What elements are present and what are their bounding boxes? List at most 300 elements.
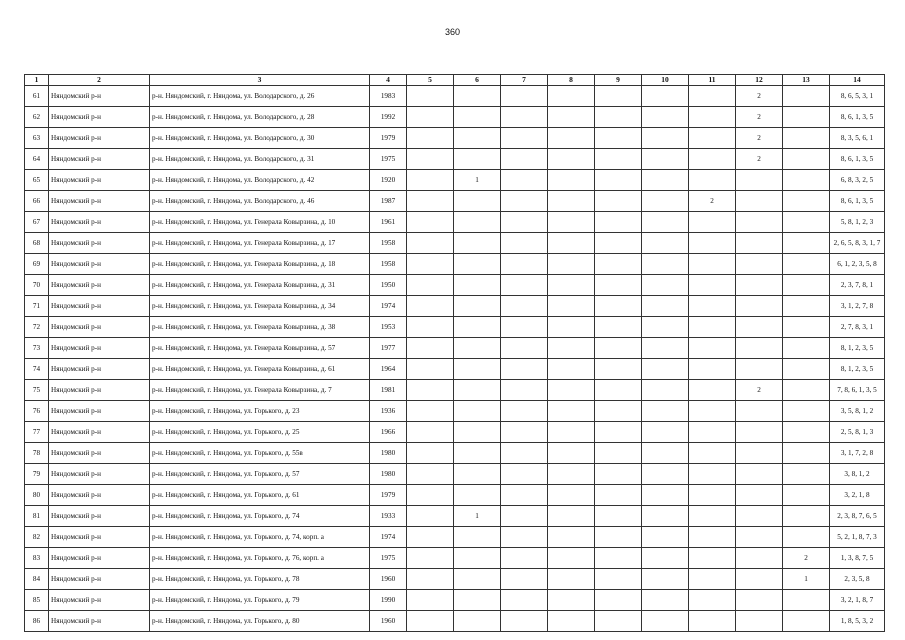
year-cell: 1953 <box>370 317 407 338</box>
year-cell: 1964 <box>370 359 407 380</box>
district-cell: Няндомский р-н <box>49 464 150 485</box>
col11-cell <box>689 149 736 170</box>
col14-cell: 2, 5, 8, 1, 3 <box>830 422 885 443</box>
col6-cell <box>454 212 501 233</box>
district-cell: Няндомский р-н <box>49 527 150 548</box>
col11-cell <box>689 275 736 296</box>
col5-cell <box>407 86 454 107</box>
col11-cell <box>689 422 736 443</box>
row-number-cell: 79 <box>25 464 49 485</box>
column-header: 12 <box>736 75 783 86</box>
year-cell: 1958 <box>370 254 407 275</box>
col14-cell: 6, 1, 2, 3, 5, 8 <box>830 254 885 275</box>
col6-cell <box>454 485 501 506</box>
col7-cell <box>501 233 548 254</box>
col7-cell <box>501 611 548 632</box>
row-number-cell: 82 <box>25 527 49 548</box>
col14-cell: 5, 8, 1, 2, 3 <box>830 212 885 233</box>
table-row <box>25 443 885 464</box>
address-cell: р-н. Няндомский, г. Няндома, ул. Горького, д. 80 <box>150 611 370 632</box>
col12-cell <box>736 254 783 275</box>
district-cell: Няндомский р-н <box>49 359 150 380</box>
column-header: 11 <box>689 75 736 86</box>
col9-cell <box>595 464 642 485</box>
col14-cell: 2, 3, 5, 8 <box>830 569 885 590</box>
col12-cell <box>736 590 783 611</box>
row-number-cell: 62 <box>25 107 49 128</box>
col14-cell: 3, 2, 1, 8 <box>830 485 885 506</box>
col14-cell: 7, 8, 6, 1, 3, 5 <box>830 380 885 401</box>
col6-cell <box>454 317 501 338</box>
table-row <box>25 233 885 254</box>
district-cell: Няндомский р-н <box>49 254 150 275</box>
column-header: 2 <box>49 75 150 86</box>
col7-cell <box>501 170 548 191</box>
district-cell: Няндомский р-н <box>49 128 150 149</box>
year-cell: 1977 <box>370 338 407 359</box>
row-number-cell: 73 <box>25 338 49 359</box>
address-cell: р-н. Няндомский, г. Няндома, ул. Володарского, д. 42 <box>150 170 370 191</box>
col6-cell <box>454 296 501 317</box>
col5-cell <box>407 107 454 128</box>
col11-cell <box>689 443 736 464</box>
col7-cell <box>501 254 548 275</box>
col5-cell <box>407 485 454 506</box>
col6-cell <box>454 590 501 611</box>
col6-cell <box>454 611 501 632</box>
col6-cell <box>454 380 501 401</box>
address-cell: р-н. Няндомский, г. Няндома, ул. Володарского, д. 28 <box>150 107 370 128</box>
table-row <box>25 338 885 359</box>
col7-cell <box>501 212 548 233</box>
row-number-cell: 85 <box>25 590 49 611</box>
row-number-cell: 65 <box>25 170 49 191</box>
col14-cell: 8, 1, 2, 3, 5 <box>830 359 885 380</box>
col13-cell: 2 <box>783 548 830 569</box>
col12-cell <box>736 443 783 464</box>
col5-cell <box>407 128 454 149</box>
table-row <box>25 191 885 212</box>
col8-cell <box>548 338 595 359</box>
table-row <box>25 86 885 107</box>
address-cell: р-н. Няндомский, г. Няндома, ул. Володарского, д. 31 <box>150 149 370 170</box>
row-number-cell: 74 <box>25 359 49 380</box>
row-number-cell: 67 <box>25 212 49 233</box>
housing-register-table <box>24 74 885 632</box>
col8-cell <box>548 149 595 170</box>
col5-cell <box>407 401 454 422</box>
col12-cell <box>736 317 783 338</box>
col8-cell <box>548 359 595 380</box>
col12-cell <box>736 548 783 569</box>
col9-cell <box>595 611 642 632</box>
col11-cell <box>689 464 736 485</box>
table-row <box>25 317 885 338</box>
address-cell: р-н. Няндомский, г. Няндома, ул. Горького, д. 74 <box>150 506 370 527</box>
column-header: 7 <box>501 75 548 86</box>
year-cell: 1980 <box>370 443 407 464</box>
district-cell: Няндомский р-н <box>49 170 150 191</box>
col7-cell <box>501 107 548 128</box>
col8-cell <box>548 128 595 149</box>
col5-cell <box>407 569 454 590</box>
year-cell: 1980 <box>370 464 407 485</box>
col13-cell <box>783 611 830 632</box>
col14-cell: 8, 1, 2, 3, 5 <box>830 338 885 359</box>
col9-cell <box>595 590 642 611</box>
year-cell: 1990 <box>370 590 407 611</box>
col8-cell <box>548 527 595 548</box>
year-cell: 1933 <box>370 506 407 527</box>
col12-cell <box>736 527 783 548</box>
row-number-cell: 63 <box>25 128 49 149</box>
col13-cell <box>783 275 830 296</box>
col11-cell <box>689 107 736 128</box>
col7-cell <box>501 191 548 212</box>
col14-cell: 8, 6, 1, 3, 5 <box>830 191 885 212</box>
table-row <box>25 590 885 611</box>
col10-cell <box>642 464 689 485</box>
col12-cell <box>736 569 783 590</box>
col9-cell <box>595 359 642 380</box>
col8-cell <box>548 170 595 191</box>
col10-cell <box>642 380 689 401</box>
col12-cell: 2 <box>736 149 783 170</box>
col10-cell <box>642 275 689 296</box>
col13-cell <box>783 359 830 380</box>
district-cell: Няндомский р-н <box>49 296 150 317</box>
col5-cell <box>407 422 454 443</box>
table-row <box>25 107 885 128</box>
district-cell: Няндомский р-н <box>49 422 150 443</box>
col11-cell <box>689 86 736 107</box>
col13-cell <box>783 86 830 107</box>
col11-cell <box>689 359 736 380</box>
district-cell: Няндомский р-н <box>49 149 150 170</box>
col6-cell <box>454 149 501 170</box>
col6-cell <box>454 443 501 464</box>
col7-cell <box>501 380 548 401</box>
col13-cell <box>783 443 830 464</box>
col9-cell <box>595 149 642 170</box>
col13-cell <box>783 128 830 149</box>
table-row <box>25 527 885 548</box>
col11-cell <box>689 485 736 506</box>
table-row <box>25 506 885 527</box>
col10-cell <box>642 569 689 590</box>
table-row <box>25 569 885 590</box>
col10-cell <box>642 590 689 611</box>
row-number-cell: 75 <box>25 380 49 401</box>
col10-cell <box>642 170 689 191</box>
col12-cell <box>736 485 783 506</box>
column-header: 8 <box>548 75 595 86</box>
address-cell: р-н. Няндомский, г. Няндома, ул. Горького, д. 61 <box>150 485 370 506</box>
row-number-cell: 84 <box>25 569 49 590</box>
year-cell: 1992 <box>370 107 407 128</box>
district-cell: Няндомский р-н <box>49 107 150 128</box>
col12-cell <box>736 359 783 380</box>
address-cell: р-н. Няндомский, г. Няндома, ул. Генерала Ковырзина, д. 7 <box>150 380 370 401</box>
col13-cell <box>783 317 830 338</box>
col13-cell: 1 <box>783 569 830 590</box>
row-number-cell: 61 <box>25 86 49 107</box>
col8-cell <box>548 86 595 107</box>
col9-cell <box>595 296 642 317</box>
col9-cell <box>595 380 642 401</box>
col7-cell <box>501 401 548 422</box>
row-number-cell: 68 <box>25 233 49 254</box>
col14-cell: 6, 8, 3, 2, 5 <box>830 170 885 191</box>
col6-cell <box>454 338 501 359</box>
col13-cell <box>783 107 830 128</box>
district-cell: Няндомский р-н <box>49 590 150 611</box>
district-cell: Няндомский р-н <box>49 380 150 401</box>
column-header: 13 <box>783 75 830 86</box>
col10-cell <box>642 254 689 275</box>
col7-cell <box>501 422 548 443</box>
district-cell: Няндомский р-н <box>49 338 150 359</box>
col14-cell: 8, 3, 5, 6, 1 <box>830 128 885 149</box>
address-cell: р-н. Няндомский, г. Няндома, ул. Горького, д. 23 <box>150 401 370 422</box>
col13-cell <box>783 422 830 443</box>
col10-cell <box>642 317 689 338</box>
col12-cell: 2 <box>736 86 783 107</box>
col9-cell <box>595 233 642 254</box>
col13-cell <box>783 170 830 191</box>
col13-cell <box>783 590 830 611</box>
year-cell: 1966 <box>370 422 407 443</box>
row-number-cell: 78 <box>25 443 49 464</box>
col5-cell <box>407 443 454 464</box>
col8-cell <box>548 191 595 212</box>
col14-cell: 3, 5, 8, 1, 2 <box>830 401 885 422</box>
address-cell: р-н. Няндомский, г. Няндома, ул. Володарского, д. 30 <box>150 128 370 149</box>
col6-cell <box>454 422 501 443</box>
col5-cell <box>407 506 454 527</box>
row-number-cell: 76 <box>25 401 49 422</box>
col6-cell <box>454 128 501 149</box>
col14-cell: 1, 3, 8, 7, 5 <box>830 548 885 569</box>
col10-cell <box>642 191 689 212</box>
address-cell: р-н. Няндомский, г. Няндома, ул. Генерала Ковырзина, д. 61 <box>150 359 370 380</box>
col7-cell <box>501 296 548 317</box>
table-row <box>25 380 885 401</box>
col11-cell <box>689 380 736 401</box>
col11-cell <box>689 170 736 191</box>
col5-cell <box>407 233 454 254</box>
col8-cell <box>548 233 595 254</box>
col8-cell <box>548 107 595 128</box>
district-cell: Няндомский р-н <box>49 548 150 569</box>
col11-cell <box>689 254 736 275</box>
col10-cell <box>642 86 689 107</box>
col9-cell <box>595 212 642 233</box>
col8-cell <box>548 548 595 569</box>
col6-cell <box>454 569 501 590</box>
col12-cell <box>736 422 783 443</box>
year-cell: 1979 <box>370 485 407 506</box>
col6-cell <box>454 464 501 485</box>
address-cell: р-н. Няндомский, г. Няндома, ул. Горького, д. 74, корп. а <box>150 527 370 548</box>
col9-cell <box>595 569 642 590</box>
col6-cell <box>454 359 501 380</box>
column-header: 14 <box>830 75 885 86</box>
col5-cell <box>407 380 454 401</box>
year-cell: 1950 <box>370 275 407 296</box>
year-cell: 1960 <box>370 569 407 590</box>
col5-cell <box>407 338 454 359</box>
col14-cell: 8, 6, 1, 3, 5 <box>830 107 885 128</box>
col9-cell <box>595 170 642 191</box>
district-cell: Няндомский р-н <box>49 611 150 632</box>
col10-cell <box>642 485 689 506</box>
address-cell: р-н. Няндомский, г. Няндома, ул. Генерала Ковырзина, д. 31 <box>150 275 370 296</box>
col8-cell <box>548 464 595 485</box>
col7-cell <box>501 464 548 485</box>
year-cell: 1979 <box>370 128 407 149</box>
header-row <box>25 75 885 86</box>
district-cell: Няндомский р-н <box>49 275 150 296</box>
year-cell: 1975 <box>370 149 407 170</box>
col9-cell <box>595 338 642 359</box>
address-cell: р-н. Няндомский, г. Няндома, ул. Володарского, д. 46 <box>150 191 370 212</box>
district-cell: Няндомский р-н <box>49 86 150 107</box>
col5-cell <box>407 170 454 191</box>
col9-cell <box>595 86 642 107</box>
col14-cell: 8, 6, 1, 3, 5 <box>830 149 885 170</box>
col8-cell <box>548 296 595 317</box>
page-number: 360 <box>444 27 461 37</box>
col7-cell <box>501 506 548 527</box>
col13-cell <box>783 338 830 359</box>
col14-cell: 2, 7, 8, 3, 1 <box>830 317 885 338</box>
col14-cell: 8, 6, 5, 3, 1 <box>830 86 885 107</box>
table-row <box>25 548 885 569</box>
col7-cell <box>501 590 548 611</box>
address-cell: р-н. Няндомский, г. Няндома, ул. Генерала Ковырзина, д. 10 <box>150 212 370 233</box>
row-number-cell: 86 <box>25 611 49 632</box>
col8-cell <box>548 485 595 506</box>
table-row <box>25 611 885 632</box>
col11-cell <box>689 548 736 569</box>
col8-cell <box>548 212 595 233</box>
table-row <box>25 254 885 275</box>
col11-cell <box>689 527 736 548</box>
col6-cell: 1 <box>454 170 501 191</box>
col14-cell: 5, 2, 1, 8, 7, 3 <box>830 527 885 548</box>
col8-cell <box>548 380 595 401</box>
col5-cell <box>407 212 454 233</box>
col9-cell <box>595 275 642 296</box>
col11-cell <box>689 233 736 254</box>
col5-cell <box>407 464 454 485</box>
col13-cell <box>783 212 830 233</box>
column-header: 5 <box>407 75 454 86</box>
row-number-cell: 71 <box>25 296 49 317</box>
year-cell: 1987 <box>370 191 407 212</box>
col13-cell <box>783 149 830 170</box>
col11-cell <box>689 128 736 149</box>
col12-cell <box>736 296 783 317</box>
col10-cell <box>642 212 689 233</box>
col9-cell <box>595 443 642 464</box>
col5-cell <box>407 359 454 380</box>
col13-cell <box>783 233 830 254</box>
year-cell: 1958 <box>370 233 407 254</box>
col8-cell <box>548 401 595 422</box>
col12-cell: 2 <box>736 107 783 128</box>
district-cell: Няндомский р-н <box>49 191 150 212</box>
table-row <box>25 296 885 317</box>
col7-cell <box>501 128 548 149</box>
table-row <box>25 128 885 149</box>
district-cell: Няндомский р-н <box>49 401 150 422</box>
col11-cell <box>689 611 736 632</box>
table-row <box>25 422 885 443</box>
col10-cell <box>642 506 689 527</box>
address-cell: р-н. Няндомский, г. Няндома, ул. Горького, д. 79 <box>150 590 370 611</box>
address-cell: р-н. Няндомский, г. Няндома, ул. Генерала Ковырзина, д. 17 <box>150 233 370 254</box>
year-cell: 1981 <box>370 380 407 401</box>
row-number-cell: 69 <box>25 254 49 275</box>
col5-cell <box>407 317 454 338</box>
col13-cell <box>783 380 830 401</box>
col8-cell <box>548 443 595 464</box>
col10-cell <box>642 422 689 443</box>
district-cell: Няндомский р-н <box>49 569 150 590</box>
year-cell: 1936 <box>370 401 407 422</box>
col13-cell <box>783 527 830 548</box>
col12-cell <box>736 506 783 527</box>
col9-cell <box>595 485 642 506</box>
col12-cell <box>736 233 783 254</box>
col14-cell: 3, 2, 1, 8, 7 <box>830 590 885 611</box>
column-header: 6 <box>454 75 501 86</box>
col9-cell <box>595 317 642 338</box>
year-cell: 1974 <box>370 527 407 548</box>
col9-cell <box>595 191 642 212</box>
row-number-cell: 72 <box>25 317 49 338</box>
district-cell: Няндомский р-н <box>49 317 150 338</box>
col12-cell <box>736 401 783 422</box>
col11-cell <box>689 212 736 233</box>
district-cell: Няндомский р-н <box>49 212 150 233</box>
col12-cell <box>736 338 783 359</box>
col14-cell: 3, 1, 2, 7, 8 <box>830 296 885 317</box>
table-row <box>25 485 885 506</box>
address-cell: р-н. Няндомский, г. Няндома, ул. Горького, д. 76, корп. а <box>150 548 370 569</box>
col8-cell <box>548 590 595 611</box>
row-number-cell: 64 <box>25 149 49 170</box>
col14-cell: 3, 1, 7, 2, 8 <box>830 443 885 464</box>
table-body <box>25 86 885 632</box>
col7-cell <box>501 338 548 359</box>
col6-cell: 1 <box>454 506 501 527</box>
col10-cell <box>642 443 689 464</box>
row-number-cell: 80 <box>25 485 49 506</box>
col7-cell <box>501 317 548 338</box>
col12-cell <box>736 611 783 632</box>
col8-cell <box>548 317 595 338</box>
col6-cell <box>454 548 501 569</box>
col7-cell <box>501 359 548 380</box>
col8-cell <box>548 275 595 296</box>
col12-cell: 2 <box>736 128 783 149</box>
col8-cell <box>548 254 595 275</box>
district-cell: Няндомский р-н <box>49 233 150 254</box>
col7-cell <box>501 149 548 170</box>
